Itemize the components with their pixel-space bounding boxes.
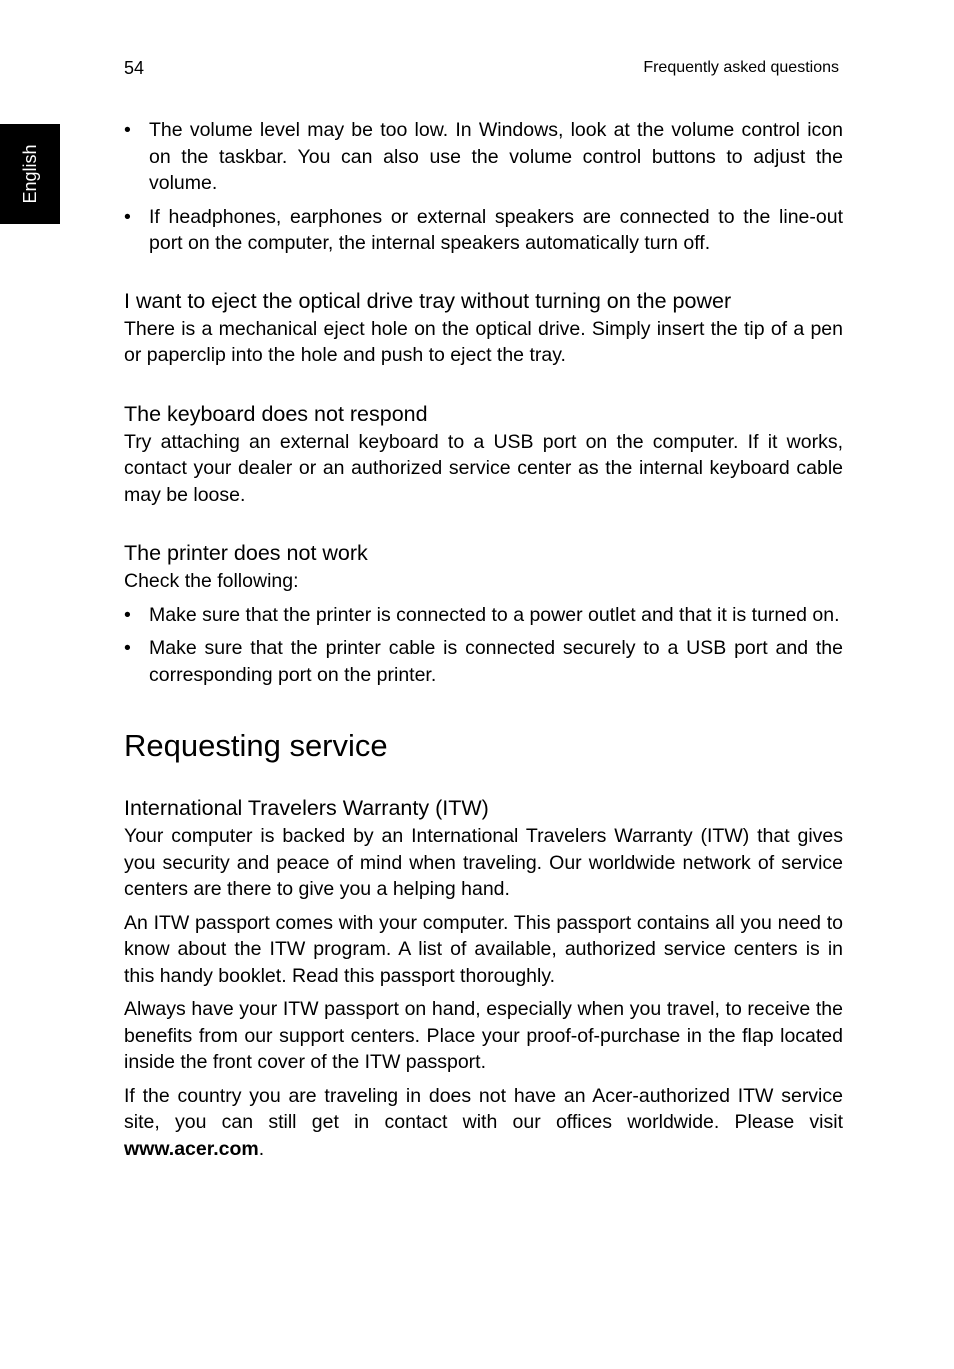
list-item-text: Make sure that the printer cable is connected securely to a USB port and the corresponding port on the printer. <box>149 637 843 686</box>
keyboard-heading: The keyboard does not respond <box>124 401 428 426</box>
keyboard-body: Try attaching an external keyboard to a USB port on the computer. If it works, contact your dealer or an authorized service center as the internal keyboard cable may be loose. <box>124 430 843 506</box>
itw-paragraph: Always have your ITW passport on hand, especially when you travel, to receive the benefits from our support centers. Place your proof-of-purchase in the flap located inside the front cover of the ITW passport. <box>124 998 843 1073</box>
running-header: Frequently asked questions <box>643 59 839 76</box>
printer-intro: Check the following: <box>124 570 299 592</box>
bullet-icon: • <box>124 119 131 141</box>
section-title: Requesting service <box>124 728 388 763</box>
contact-text: If the country you are traveling in does not have an Acer-authorized ITW service site, you can still get in contact with our offices worldwide. Please visit <box>124 1084 843 1133</box>
list-item <box>124 204 843 257</box>
side-tab-label: English <box>20 144 40 204</box>
bullet-icon: • <box>124 637 131 659</box>
list-item <box>124 635 843 688</box>
language-side-tab <box>0 124 60 224</box>
acer-website-link[interactable]: www.acer.com <box>124 1137 259 1160</box>
list-item-text: Make sure that the printer is connected to a power outlet and that it is turned on. <box>149 603 840 626</box>
eject-body: There is a mechanical eject hole on the optical drive. Simply insert the tip of a pen or paperclip into the hole and push to eject the tray. <box>124 317 843 366</box>
volume-bullet-list <box>124 117 843 257</box>
printer-bullet-list <box>124 602 843 689</box>
bullet-icon: • <box>124 603 131 626</box>
itw-paragraph-contact <box>124 1083 843 1163</box>
itw-heading: International Travelers Warranty (ITW) <box>124 796 489 820</box>
list-item-text: If headphones, earphones or external speakers are connected to the line-out port on the computer, the internal speakers automatically turn off. <box>149 205 843 254</box>
page-content <box>124 117 843 1162</box>
list-item <box>124 117 843 197</box>
list-item-text: The volume level may be too low. In Windows, look at the volume control icon on the taskbar. You can also use the volume control buttons to adjust the volume. <box>149 119 843 194</box>
bullet-icon: • <box>124 205 131 228</box>
itw-paragraph: An ITW passport comes with your computer. This passport contains all you need to know about the ITW program. A list of available, authorized service centers is in this handy booklet. Read this passport thoroughly. <box>124 911 843 987</box>
list-item <box>124 602 843 629</box>
itw-paragraph: Your computer is backed by an International Travelers Warranty (ITW) that gives you security and peace of mind when traveling. Our worldwide network of service centers are there to give you a helping hand. <box>124 825 843 900</box>
contact-text-end: . <box>258 1137 265 1160</box>
printer-heading: The printer does not work <box>124 541 368 565</box>
eject-heading: I want to eject the optical drive tray without turning on the power <box>124 288 732 313</box>
page-number: 54 <box>124 58 145 78</box>
